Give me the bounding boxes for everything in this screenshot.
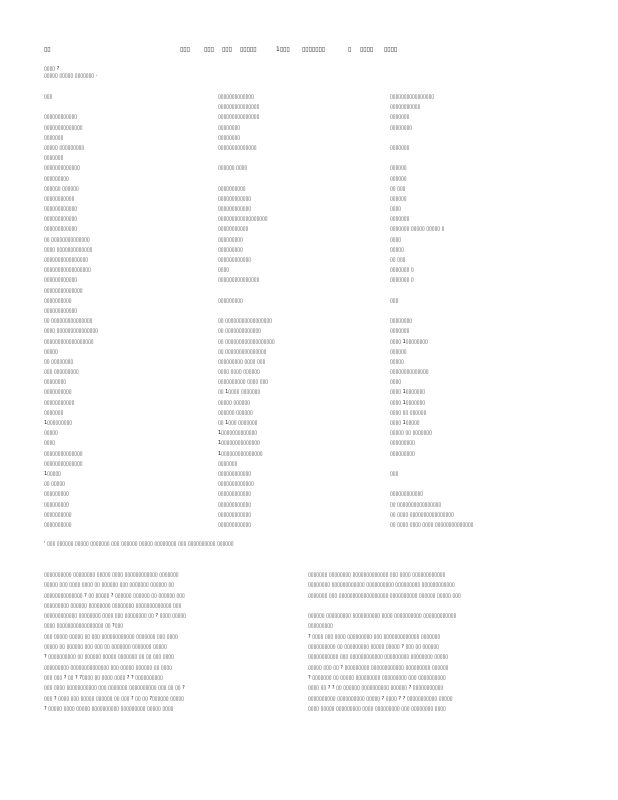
header-item: ▯▯▯ <box>204 46 214 53</box>
text-line <box>308 601 553 611</box>
table-cell: ▯▯▯▯▯▯▯▯▯▯▯▯▯▯ <box>390 369 429 376</box>
header-left-mark: ▯▯ <box>44 46 51 53</box>
table-cell: ▯▯▯▯▯▯▯▯▯▯▯▯▯▯ <box>44 124 83 131</box>
table-column-3 <box>390 92 564 530</box>
body-text-right-column <box>308 570 553 714</box>
table-cell: ▯▯▯▯ ▯▯ ▯▯▯▯▯▯ <box>390 409 427 416</box>
text-line: ▯▯▯▯▯▯ ▯▯▯▯▯▯▯▯▯ ▯▯▯▯▯▯▯▯▯▯ ▯▯▯▯ ▯▯▯▯▯▯▯▯▯▯ ▯▯▯▯▯▯▯▯▯▯▯▯ <box>308 613 457 620</box>
table-cell: ▯▯ ▯▯▯▯ ▯▯▯▯▯▯▯▯▯▯▯▯▯▯▯▯ <box>390 511 454 518</box>
table-cell: ▯▯▯▯▯▯▯▯▯ <box>390 440 415 447</box>
table-cell: ▯▯▯▯▯ <box>44 348 58 355</box>
table-cell: ▯▯▯▯▯▯▯▯▯▯▯▯ <box>218 257 252 263</box>
table-cell: ▯▯▯▯▯▯▯▯▯▯ <box>44 511 72 518</box>
table-cell: ▯▯▯▯▯▯▯▯▯▯▯▯▯▯▯▯ <box>390 94 435 100</box>
table-cell: ▯▯▯▯▯▯ ▯▯▯▯▯▯ <box>44 185 79 192</box>
header-item: ▯▯▯ <box>180 46 190 53</box>
text-line: ▯▯▯▯▯▯▯▯▯▯▯▯ ▯▯▯▯▯▯▯▯ ▯▯▯▯ ▯▯▯ ▯▯▯▯▯▯▯▯ ▯▯ ? ▯▯▯▯ ▯▯▯▯▯ <box>44 613 186 620</box>
three-column-table <box>44 92 564 532</box>
table-cell: ▯▯▯▯▯▯▯▯▯ <box>44 175 69 182</box>
table-cell: ▯▯▯▯ <box>390 236 402 243</box>
table-cell: ▯▯▯▯▯▯ ▯▯▯▯ <box>218 165 248 172</box>
table-cell: ▯▯▯▯▯▯▯ ▯▯▯▯▯ ▯▯▯▯▯ ▯ <box>390 226 445 233</box>
table-cell: ▯▯▯▯▯▯▯▯▯▯▯▯ <box>44 226 78 233</box>
text-line: ▯▯▯ ▯▯▯▯▯ ▯▯▯▯▯ ▯▯ ▯▯▯ ▯▯▯▯▯▯▯▯▯▯▯▯ ▯▯▯▯▯▯▯ ▯▯▯ ▯▯▯▯ <box>44 633 178 640</box>
title-line: ▯▯▯▯▯ ▯▯▯▯▯ ▯▯▯▯▯▯▯ · <box>44 73 98 79</box>
table-cell: ▯▯▯▯▯▯▯▯▯▯▯▯ <box>44 216 78 223</box>
table-cell: ▯▯▯▯ ▯▯▯▯▯▯▯▯▯▯▯▯▯▯▯ <box>44 328 98 335</box>
table-cell: ▯▯▯▯▯▯▯▯ <box>218 124 241 131</box>
table-cell: ▯▯▯▯ <box>218 267 230 274</box>
table-cell: ▯▯▯▯▯▯▯▯▯ <box>44 501 69 508</box>
table-cell: ▯▯▯▯▯▯▯▯▯ <box>44 491 69 498</box>
table-cell: ▯▯▯▯▯ ▯▯ ▯▯▯▯▯▯▯ <box>390 430 432 437</box>
table-cell: ▯▯▯▯▯▯▯▯▯▯▯▯ <box>44 307 78 314</box>
table-cell: ▯▯ ▯▯▯▯▯▯▯▯ <box>44 358 74 365</box>
table-cell <box>218 306 388 316</box>
table-cell: ▯▯▯▯▯▯▯▯▯▯▯▯▯ <box>44 165 80 172</box>
text-line: ? ▯▯▯▯▯ ▯▯▯▯ ▯▯▯▯▯ ▯▯▯▯▯▯▯▯▯▯ ▯▯▯▯▯▯▯▯▯ ▯▯▯▯▯ ▯▯▯▯ <box>44 705 174 712</box>
table-cell: ▯▯ ▯▯▯▯ ▯▯▯▯ ▯▯▯▯ ▯▯▯▯▯▯▯▯▯▯▯▯▯▯ <box>390 521 474 528</box>
table-cell: ▯▯▯▯▯▯▯▯▯▯▯▯ <box>218 491 252 498</box>
table-column-2 <box>218 92 388 530</box>
table-cell: ▯▯ 1▯▯▯ ▯▯▯▯▯▯▯ <box>218 420 258 426</box>
table-cell: ▯▯▯▯▯ ▯▯▯▯▯▯ <box>218 399 250 406</box>
table-cell: ▯▯▯▯▯▯ <box>390 165 407 172</box>
table-cell: ▯▯▯▯▯▯▯▯▯▯▯▯▯▯▯ <box>218 277 260 284</box>
table-cell: ▯▯ ▯▯▯▯▯▯▯▯▯▯▯▯▯▯▯▯ <box>390 501 442 508</box>
table-cell: ▯▯▯▯▯▯▯▯▯▯▯▯▯ <box>218 481 254 488</box>
table-cell: ▯▯▯▯ 1▯▯▯▯▯▯▯ <box>390 399 426 406</box>
text-line: ▯▯▯▯▯ ▯▯▯ ▯▯▯▯ ▯▯▯▯ ▯▯ ▯▯▯▯▯▯ ▯▯▯ ▯▯▯▯▯▯▯ ▯▯▯▯▯▯ ▯▯ <box>44 582 174 589</box>
table-cell: ▯▯▯▯▯▯▯▯▯▯▯▯ <box>218 501 252 508</box>
table-cell: ▯▯▯▯▯▯▯▯▯ ▯▯▯▯ ▯▯▯ <box>218 358 266 365</box>
table-cell: ▯▯ ▯▯▯ <box>390 185 406 192</box>
table-cell: ▯▯▯▯▯▯▯ <box>44 155 64 162</box>
table-cell: ▯▯▯▯▯▯▯▯▯▯▯▯▯ <box>218 94 254 100</box>
table-cell: ▯▯▯▯▯▯▯▯▯▯▯ <box>218 226 249 233</box>
table-cell: ▯▯▯▯▯▯▯▯▯▯▯▯▯▯▯▯ <box>44 257 89 263</box>
table-caption: ' ▯▯▯ ▯▯▯▯▯▯ ▯▯▯▯▯ ▯▯▯▯▯▯▯ ▯▯▯ ▯▯▯▯▯▯ ▯▯▯▯▯ ▯▯▯▯▯▯▯▯ ▯▯▯ ▯▯▯▯▯▯▯▯▯▯ ▯▯▯▯▯▯ <box>44 541 234 547</box>
text-line: ▯▯▯▯ ▯▯▯▯▯▯▯▯▯▯▯▯▯▯▯▯▯ ▯▯ ?▯▯▯ <box>44 623 123 630</box>
table-cell: ▯▯▯▯▯▯▯ <box>390 328 410 335</box>
table-cell: ▯▯▯ <box>390 297 399 304</box>
table-cell: ▯▯▯▯▯▯▯▯▯▯▯▯▯▯▯▯▯ <box>44 267 91 274</box>
table-cell: ▯▯▯▯▯▯▯▯▯▯▯▯ <box>218 195 252 202</box>
text-line: ▯▯▯▯▯▯▯▯▯ ▯▯▯▯▯▯ ▯▯▯▯▯▯▯▯ ▯▯▯▯▯▯▯▯ ▯▯▯▯▯▯▯▯▯▯▯▯▯ ▯▯▯ <box>44 602 182 609</box>
table-cell: ▯▯ ▯▯▯▯▯▯▯▯▯▯▯▯▯▯ <box>44 236 90 243</box>
table-cell: ▯▯▯▯▯▯▯▯▯▯▯▯▯▯▯ <box>218 114 260 121</box>
table-cell: ▯▯▯▯▯▯▯▯▯▯▯▯▯▯ <box>218 144 257 151</box>
table-cell: ▯▯▯▯▯▯▯▯▯▯ <box>44 297 72 304</box>
header-item: ▯▯▯▯ <box>384 46 398 53</box>
table-cell: ▯▯▯▯ <box>44 440 56 447</box>
header-item: ▯▯▯▯ <box>360 46 374 53</box>
text-line: ▯▯▯▯▯ ▯▯ ▯▯▯▯▯▯ ▯▯▯ ▯▯▯ ▯▯ ▯▯▯▯▯▯▯ ▯▯▯▯▯▯▯ ▯▯▯▯▯ <box>44 644 167 651</box>
table-cell: ▯▯▯▯▯ <box>390 358 404 365</box>
table-cell <box>390 459 564 469</box>
table-cell: ▯▯▯▯▯ <box>390 246 404 253</box>
table-cell: ▯▯▯▯▯▯ ▯▯▯▯▯▯ <box>218 409 253 416</box>
table-cell: ▯▯ ▯▯▯▯▯▯▯▯▯▯▯▯▯▯▯ <box>44 318 93 325</box>
table-cell: ▯▯▯▯▯▯▯▯▯▯▯▯▯▯▯ <box>218 104 260 111</box>
table-cell: ▯▯▯▯▯▯▯▯▯▯▯▯ <box>218 470 252 477</box>
table-cell: ▯▯ ▯▯▯▯▯▯▯▯▯▯▯▯▯▯▯▯▯▯ <box>218 338 275 345</box>
table-cell: ▯▯▯▯▯▯ <box>390 175 407 182</box>
title-line: ▯▯▯▯ ? <box>44 66 60 72</box>
table-title <box>44 66 97 80</box>
text-line: ▯▯▯▯▯▯▯▯▯▯ ▯▯▯▯▯▯▯▯ ▯▯▯▯▯ ▯▯▯▯ ▯▯▯▯▯▯▯▯▯▯▯▯ ▯▯▯▯▯▯▯ <box>44 572 179 578</box>
table-cell: ▯▯▯▯▯▯▯▯▯▯▯▯ <box>218 511 252 518</box>
page-header <box>44 46 578 54</box>
table-cell: ▯▯▯▯▯▯▯ <box>44 134 64 141</box>
text-line: ▯▯▯▯▯▯▯▯▯▯▯ ▯▯▯ ▯▯▯▯▯▯▯▯▯▯▯▯ ▯▯▯▯▯▯▯▯▯ ▯▯▯▯▯▯▯▯ ▯▯▯▯▯ <box>308 654 449 661</box>
table-cell: ▯▯▯▯▯▯▯▯ <box>44 379 67 386</box>
body-text-left-column <box>44 570 289 714</box>
table-cell: ▯▯▯▯▯▯▯▯▯▯▯▯▯▯▯▯▯▯ <box>44 338 94 345</box>
text-line: ▯▯▯▯▯▯▯▯▯ <box>308 623 333 630</box>
table-cell <box>218 174 388 184</box>
text-line: ? ▯▯▯▯▯▯▯▯▯▯ ▯▯ ▯▯▯▯▯▯ ▯▯▯▯▯ ▯▯▯▯▯▯▯ ▯▯ ▯▯ ▯▯▯ ▯▯▯▯ <box>44 654 174 661</box>
table-cell: ▯▯▯▯▯▯▯▯▯ <box>218 246 243 253</box>
table-cell: ▯▯▯▯▯▯▯▯▯ <box>218 297 243 304</box>
table-cell: ▯▯▯▯ <box>390 379 402 386</box>
table-cell <box>218 286 388 296</box>
table-cell: ▯▯▯▯▯▯▯▯▯▯▯▯▯▯ <box>44 287 83 294</box>
text-line: ▯▯▯ ? ▯▯▯▯ ▯▯▯ ▯▯▯▯▯ ▯▯▯▯▯▯ ▯▯ ▯▯▯ ? ▯▯ ▯▯ ?▯▯▯▯▯▯ ▯▯▯▯▯ <box>44 695 184 702</box>
table-cell: ▯▯▯▯ ▯▯▯▯ ▯▯▯▯▯▯ <box>218 369 260 376</box>
header-item: ▯▯▯▯▯ <box>240 46 257 53</box>
table-cell: ▯▯▯▯▯▯▯▯ <box>390 124 413 131</box>
table-cell <box>390 479 564 489</box>
table-cell: ▯▯▯▯▯▯▯▯▯ <box>390 450 415 457</box>
table-cell: ▯▯▯▯▯ ▯▯▯▯▯▯▯▯▯ <box>44 144 85 151</box>
table-cell: ▯▯ ▯▯▯▯▯▯▯▯▯▯▯▯▯▯▯ <box>218 348 267 355</box>
table-cell <box>390 286 564 296</box>
table-cell: ▯▯▯▯▯▯▯▯▯▯ <box>218 185 246 192</box>
table-cell: ▯▯▯▯▯▯▯▯▯▯▯ <box>44 195 75 202</box>
header-item: ▯ <box>348 46 352 53</box>
table-cell: ▯▯▯▯▯▯▯▯ <box>218 134 241 141</box>
table-cell: 1▯▯▯▯▯▯▯▯▯ <box>44 420 72 426</box>
table-cell: ▯▯▯▯▯▯▯ ▯ <box>390 277 414 284</box>
text-line: ▯▯▯ ▯▯▯ ? ▯▯ ? ?▯▯▯▯ ▯▯ ▯▯▯▯ ▯▯▯▯ ? ? ▯▯▯▯▯▯▯▯▯▯ <box>44 674 163 681</box>
table-cell: ▯▯▯▯▯▯▯▯▯▯▯▯▯▯▯▯▯▯ <box>218 216 268 223</box>
table-cell: ▯▯▯▯▯▯▯▯▯▯ <box>44 521 72 528</box>
table-cell: ▯▯▯▯▯▯▯▯▯▯▯▯▯▯ <box>44 460 83 467</box>
table-cell: ▯▯▯▯▯▯▯ ▯ <box>390 267 414 274</box>
table-cell: ▯▯▯ <box>44 94 53 100</box>
table-cell: ▯▯▯▯ ▯▯▯▯▯▯▯▯▯▯▯▯▯ <box>44 246 93 253</box>
table-cell: 1▯▯▯▯▯▯▯▯▯▯▯▯▯▯ <box>218 440 260 447</box>
table-cell: ▯▯ ▯▯▯▯▯▯▯▯▯▯▯▯▯▯▯▯▯ <box>218 318 272 325</box>
table-cell <box>218 153 388 163</box>
table-cell <box>390 133 564 143</box>
text-line: ▯▯▯▯▯▯▯▯▯▯ ▯▯ ▯▯▯▯▯▯▯▯▯ ▯▯▯▯▯ ▯▯▯▯▯ ? ▯▯▯ ▯▯ ▯▯▯▯▯▯ <box>308 644 439 651</box>
table-cell: ▯▯▯▯▯▯▯▯ <box>390 318 413 325</box>
table-cell: 1▯▯▯▯▯▯▯▯▯▯▯▯▯▯▯ <box>218 450 263 457</box>
table-cell: ▯▯ ▯▯▯▯▯ <box>44 481 65 488</box>
table-cell: ▯▯▯▯▯▯▯▯▯ <box>218 236 243 243</box>
table-cell: ▯▯▯▯ 1▯▯▯▯▯▯▯▯ <box>390 338 428 345</box>
table-cell: ▯▯▯▯▯▯▯ <box>390 114 410 121</box>
text-line: ▯▯▯▯▯▯▯▯▯▯ ▯▯▯▯▯▯▯▯▯▯ ▯▯▯▯▯ ? ▯▯▯▯ ? ? ▯▯▯▯▯▯▯▯▯▯▯ ▯▯▯▯▯ <box>308 695 453 702</box>
table-cell <box>44 102 214 112</box>
table-cell: ▯▯▯▯▯▯▯ <box>218 460 238 467</box>
table-cell: ▯▯▯▯▯▯ <box>390 195 407 202</box>
text-line: ▯▯▯▯ ▯▯ ? ? ▯▯ ▯▯▯▯▯▯ ▯▯▯▯▯▯▯▯▯▯ ▯▯▯▯▯▯ ? ▯▯▯▯▯▯▯▯▯▯▯ <box>308 685 444 692</box>
text-line: ▯▯▯▯▯▯▯▯▯▯▯▯▯▯ ? ▯▯ ▯▯▯▯▯ ? ▯▯▯▯▯▯ ▯▯▯▯▯▯ ▯▯ ▯▯▯▯▯▯ ▯▯▯ <box>44 592 185 599</box>
table-cell: ▯▯▯▯▯▯▯▯▯▯▯▯ <box>390 491 424 498</box>
table-cell: ▯▯▯▯▯▯▯▯▯▯▯▯ <box>44 277 78 284</box>
table-cell: ▯▯▯▯▯▯▯▯▯▯▯▯ <box>218 206 252 213</box>
header-item: 1▯▯▯ <box>276 46 290 53</box>
text-line: ▯▯▯▯▯▯▯ ▯▯▯▯▯▯▯▯ ▯▯▯▯▯▯▯▯▯▯▯▯▯ ▯▯▯ ▯▯▯▯ ▯▯▯▯▯▯▯▯▯▯▯▯ <box>308 572 446 578</box>
header-item: ▯▯▯ <box>222 46 232 53</box>
table-cell: ▯▯▯▯▯▯▯▯▯▯▯ <box>390 104 421 111</box>
table-cell: ▯▯▯ <box>390 470 399 477</box>
text-line: ? ▯▯▯▯ ▯▯▯ ▯▯▯▯ ▯▯▯▯▯▯▯▯▯ ▯▯▯ ▯▯▯▯▯▯▯▯▯▯▯▯▯ ▯▯▯▯▯▯▯ <box>308 633 441 640</box>
table-cell: ▯▯▯▯ <box>390 206 402 213</box>
text-line: ▯▯▯▯▯▯▯▯▯ ▯▯▯▯▯▯▯▯▯▯▯▯▯▯ ▯▯▯ ▯▯▯▯▯ ▯▯▯▯▯▯ ▯▯ ▯▯▯▯ <box>44 664 172 671</box>
table-cell: 1▯▯▯▯▯▯▯▯▯▯▯▯▯ <box>218 430 257 437</box>
table-cell <box>390 153 564 163</box>
text-line: ▯▯▯ ▯▯▯▯ ▯▯▯▯▯▯▯▯▯▯▯ ▯▯▯ ▯▯▯▯▯▯▯ ▯▯▯▯▯▯▯▯▯▯ ▯▯▯ ▯▯ ▯▯ ? <box>44 685 185 692</box>
table-cell: ▯▯▯ ▯▯▯▯▯▯▯▯▯ <box>44 369 79 376</box>
table-cell: ▯▯▯▯▯▯ <box>390 348 407 355</box>
table-cell: ▯▯▯▯▯▯▯ <box>44 409 64 416</box>
table-cell: ▯▯ ▯▯▯ <box>390 257 406 263</box>
table-cell: ▯▯▯▯▯ <box>44 430 58 437</box>
table-cell <box>390 306 564 316</box>
table-cell: ▯▯ 1▯▯▯▯ ▯▯▯▯▯▯▯ <box>218 389 261 396</box>
text-line: ▯▯▯▯▯ ▯▯▯ ▯▯ ? ▯▯▯▯▯▯▯▯▯ ▯▯▯▯▯▯▯▯▯▯▯▯ ▯▯▯▯▯▯▯▯▯ ▯▯▯▯▯▯ <box>308 664 449 671</box>
text-line: ? ▯▯▯▯▯▯▯ ▯▯ ▯▯▯▯▯ ▯▯▯▯▯▯▯▯▯ ▯▯▯▯▯▯▯▯▯ ▯▯▯ ▯▯▯▯▯▯▯▯▯▯ <box>308 674 446 681</box>
table-cell: 1▯▯▯▯▯ <box>44 470 61 477</box>
table-cell: ▯▯▯▯▯▯▯▯▯▯▯▯▯▯ <box>44 450 83 457</box>
table-cell: ▯▯▯▯▯▯▯▯▯▯ <box>44 389 72 396</box>
table-cell: ▯▯▯▯▯▯▯▯▯▯▯▯ <box>44 114 78 121</box>
header-item: ▯▯▯▯▯▯▯ <box>302 46 326 53</box>
text-line: ▯▯▯▯▯▯▯ ▯▯▯ ▯▯▯▯▯▯▯▯▯▯▯▯▯▯▯▯▯▯ ▯▯▯▯▯▯▯▯▯▯ ▯▯▯▯▯▯ ▯▯▯▯▯ ▯▯▯ <box>308 592 461 599</box>
table-column-1 <box>44 92 214 530</box>
table-cell: ▯▯▯▯▯▯▯▯▯▯▯▯ <box>218 521 252 528</box>
table-cell: ▯▯ ▯▯▯▯▯▯▯▯▯▯▯▯▯ <box>218 328 261 335</box>
text-line: ▯▯▯▯ ▯▯▯▯▯ ▯▯▯▯▯▯▯▯▯ ▯▯▯▯ ▯▯▯▯▯▯▯▯▯ ▯▯▯ ▯▯▯▯▯▯▯▯ ▯▯▯▯ <box>308 705 446 712</box>
table-cell: ▯▯▯▯▯▯▯▯▯▯▯▯ <box>44 206 78 213</box>
text-line: ▯▯▯▯▯▯▯▯ ▯▯▯▯▯▯▯▯▯▯▯▯ ▯▯▯▯▯▯▯▯▯▯ ▯▯▯▯▯▯▯▯▯ ▯▯▯▯▯▯▯▯▯▯▯▯ <box>308 582 455 589</box>
table-cell: ▯▯▯▯ 1▯▯▯▯▯ <box>390 420 420 426</box>
table-cell: ▯▯▯▯▯▯▯ <box>390 144 410 151</box>
table-cell: ▯▯▯▯▯▯▯ <box>390 216 410 223</box>
table-cell: ▯▯▯▯ 1▯▯▯▯▯▯▯ <box>390 389 426 396</box>
table-cell: ▯▯▯▯▯▯▯▯▯▯▯ <box>44 399 75 406</box>
table-cell: ▯▯▯▯▯▯▯▯▯▯ ▯▯▯▯ ▯▯▯ <box>218 379 268 386</box>
